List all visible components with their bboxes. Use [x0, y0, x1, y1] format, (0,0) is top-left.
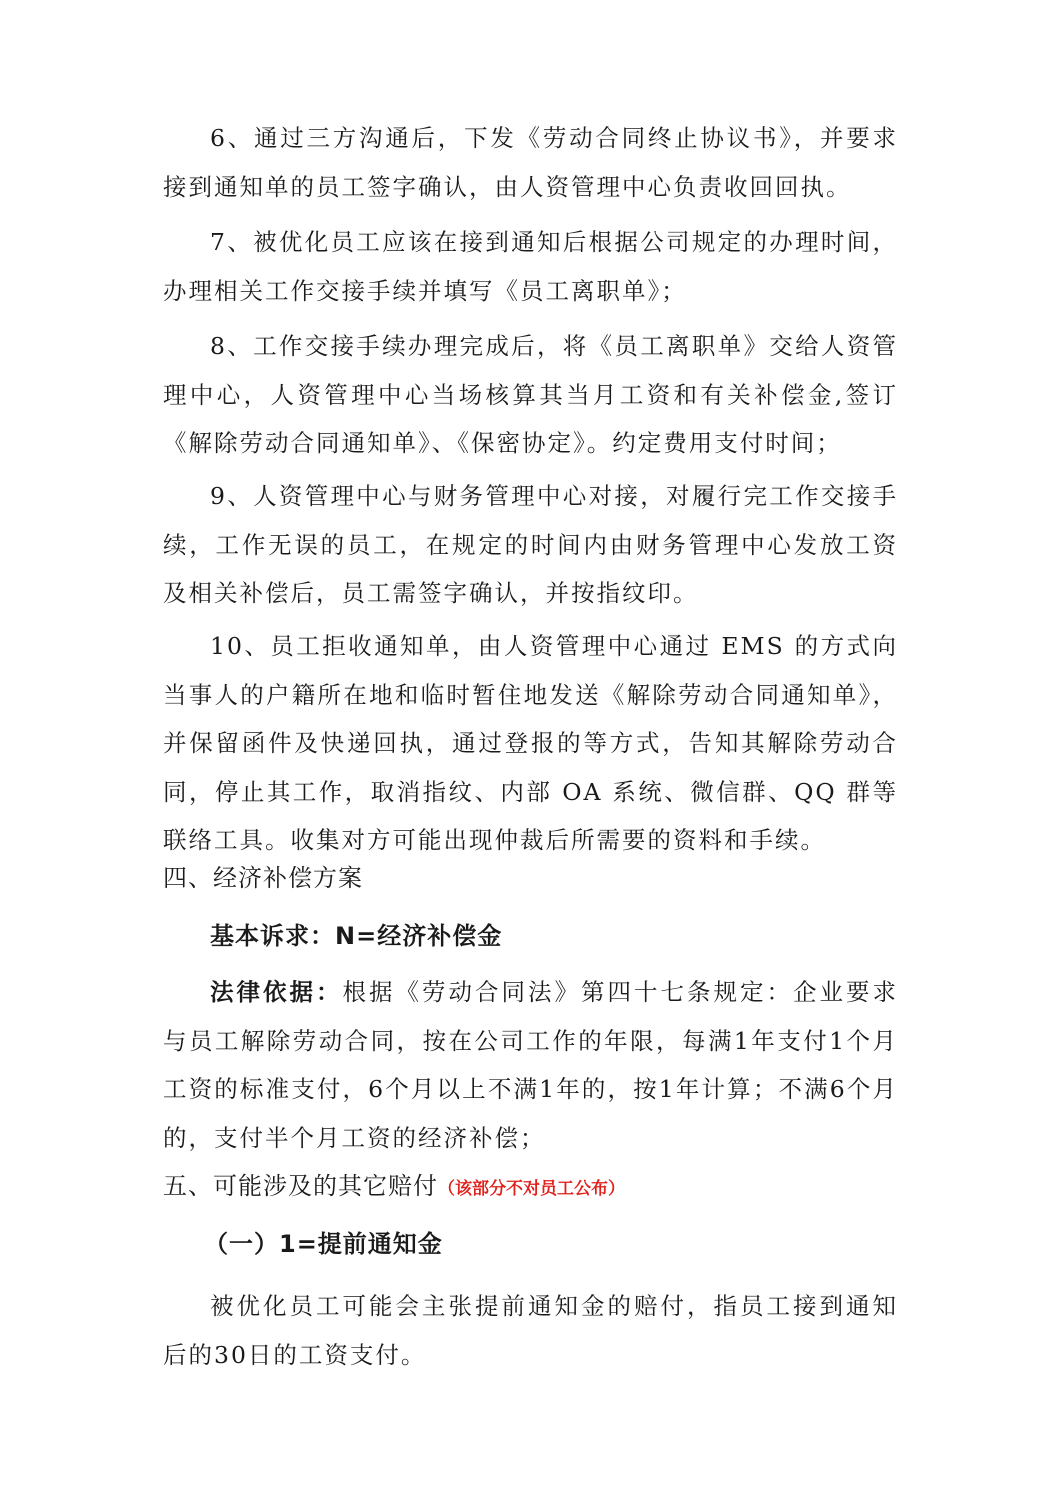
legal-basis-label: 法律依据： [210, 978, 343, 1006]
legal-basis-text: 根据《劳动合同法》第四十七条规定：企业要求与员工解除劳动合同，按在公司工作的年限，每满1年支付1个月工资的标准支付，6个月以上不满1年的，按1年计算；不满6个月的，支付半个月工资的经济补偿； [163, 978, 898, 1152]
item-1-paragraph: 被优化员工可能会主张提前通知金的赔付，指员工接到通知后的30日的工资支付。 [163, 1292, 898, 1369]
section-5-title [163, 1162, 625, 1213]
paragraph-10: 10、员工拒收通知单，由人资管理中心通过 EMS 的方式向当事人的户籍所在地和临时暂住地发送《解除劳动合同通知单》，并保留函件及快递回执，通过登报的等方式，告知其解除劳动合同，停止其工作，取消指纹、内部 OA 系统、微信群、QQ 群等联络工具。收集对方可能出现仲裁后所需要的资料和手续。 [163, 632, 898, 854]
paragraph-8: 8、工作交接手续办理完成后，将《员工离职单》交给人资管理中心，人资管理中心当场核算其当月工资和有关补偿金,签订《解除劳动合同通知单》、《保密协定》。约定费用支付时间； [163, 332, 898, 457]
section-4-title: 四、经济补偿方案 [163, 864, 363, 892]
section-5-note: （该部分不对员工公布） [438, 1179, 625, 1199]
paragraph-7: 7、被优化员工应该在接到通知后根据公司规定的办理时间，办理相关工作交接手续并填写《员工离职单》； [163, 228, 898, 305]
legal-basis-paragraph [163, 968, 898, 1162]
paragraph-6: 6、通过三方沟通后，下发《劳动合同终止协议书》，并要求接到通知单的员工签字确认，由人资管理中心负责收回回执。 [163, 124, 898, 201]
item-1-title: （一）1=提前通知金 [204, 1230, 443, 1258]
section-5-title-text: 五、可能涉及的其它赔付 [163, 1172, 438, 1200]
basic-claim: 基本诉求：N=经济补偿金 [210, 922, 503, 950]
paragraph-9: 9、人资管理中心与财务管理中心对接，对履行完工作交接手续，工作无误的员工，在规定的时间内由财务管理中心发放工资及相关补偿后，员工需签字确认，并按指纹印。 [163, 482, 898, 607]
